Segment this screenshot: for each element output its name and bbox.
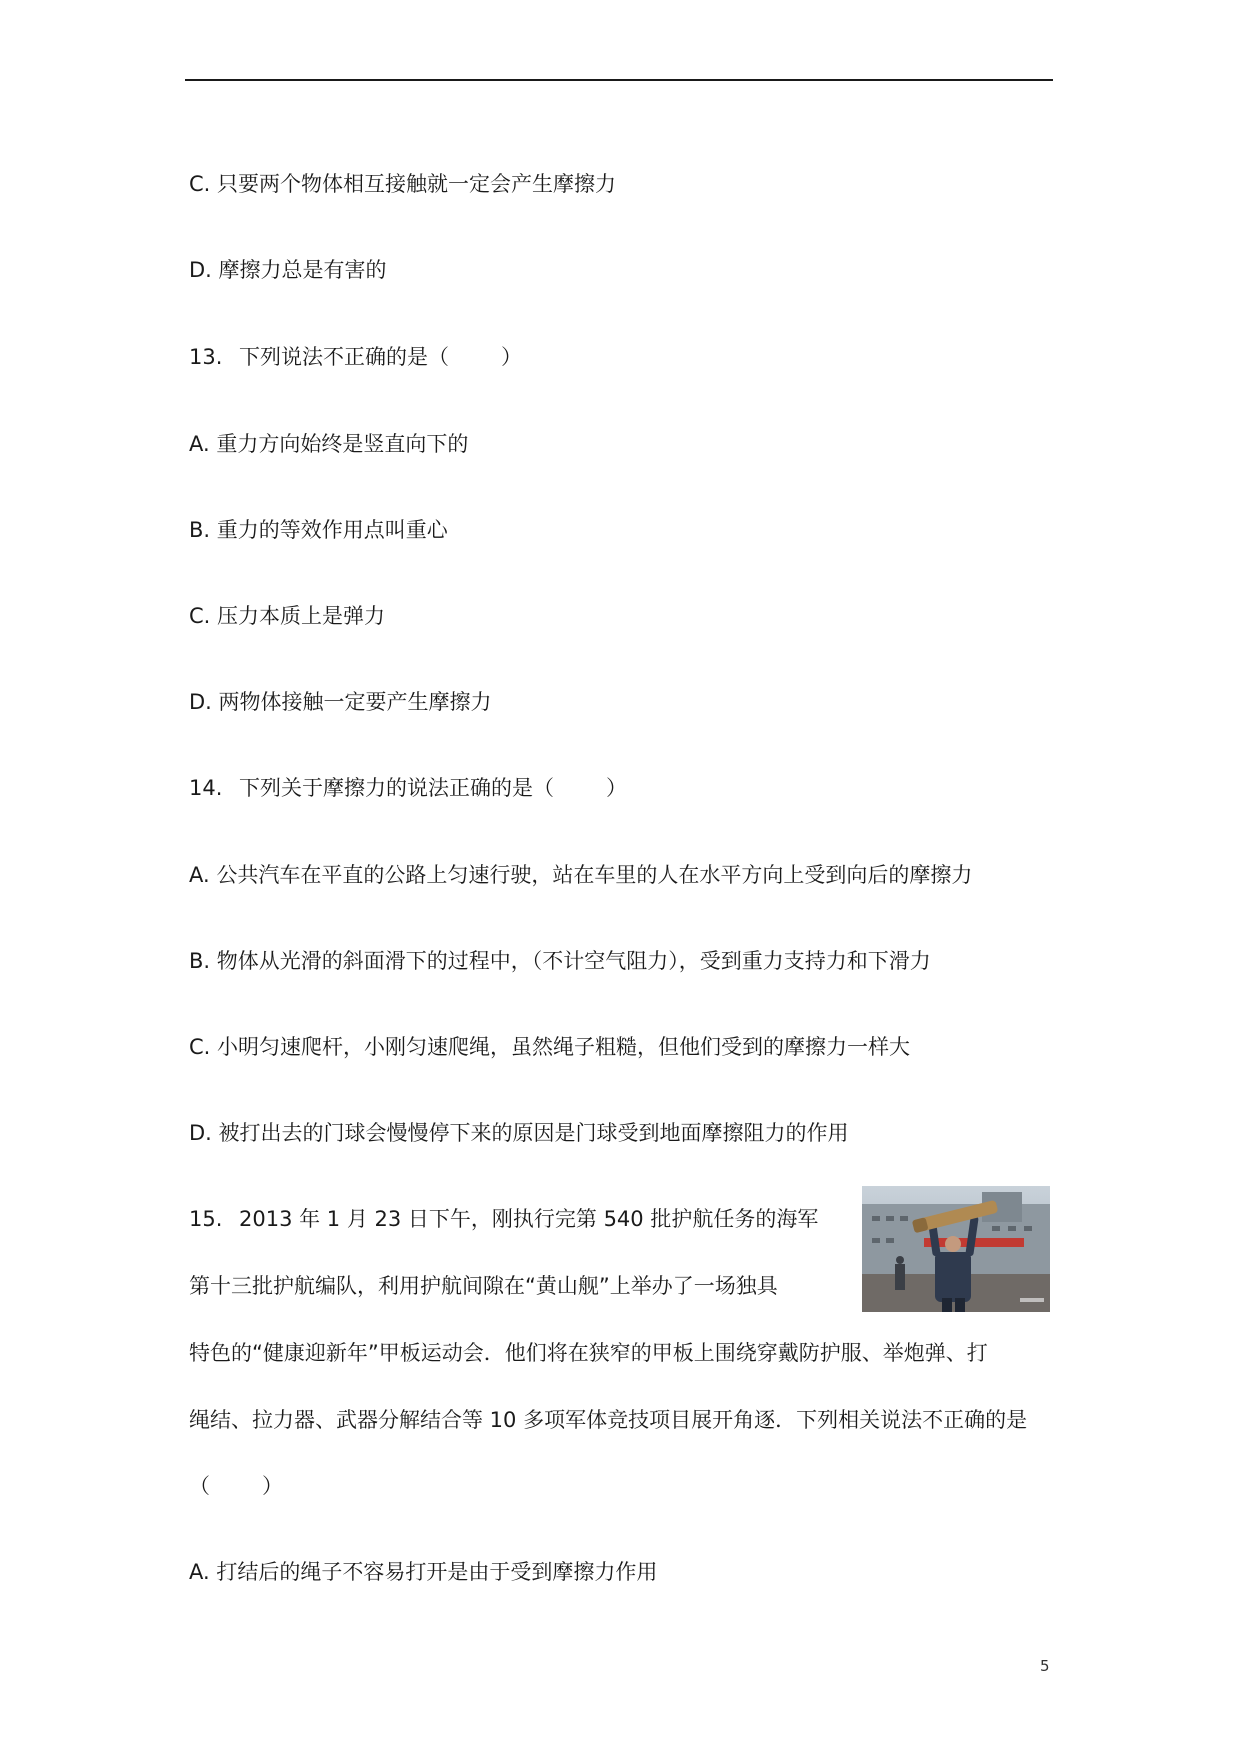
q15-stem-line-1 — [189, 1205, 818, 1233]
q15-stem-line-2: 第十三批护航编队，利用护航间隙在“黄山舰”上举办了一场独具 — [189, 1274, 778, 1298]
q13-option-c: C. 压力本质上是弹力 — [189, 604, 386, 628]
q15-stem-line-1-text: 2013 年 1 月 23 日下午，刚执行完第 540 批护航任务的海军 — [239, 1207, 819, 1231]
q15-stem-line-4: 绳结、拉力器、武器分解结合等 10 多项军体竞技项目展开角逐．下列相关说法不正确的是 — [189, 1408, 1028, 1432]
q14-number: 14. — [189, 776, 223, 800]
q14-stem — [189, 774, 627, 802]
q13-stem-close: ） — [501, 345, 522, 369]
q13-option-a: A. 重力方向始终是竖直向下的 — [189, 432, 469, 456]
q13-stem-text: 下列说法不正确的是（ — [239, 345, 449, 369]
q15-option-a: A. 打结后的绳子不容易打开是由于受到摩擦力作用 — [189, 1560, 658, 1584]
sailor-lifting-shell-photo — [862, 1186, 1050, 1312]
q15-number: 15. — [189, 1207, 223, 1231]
q14-option-c: C. 小明匀速爬杆，小刚匀速爬绳，虽然绳子粗糙，但他们受到的摩擦力一样大 — [189, 1035, 911, 1059]
q14-option-a: A. 公共汽车在平直的公路上匀速行驶，站在车里的人在水平方向上受到向后的摩擦力 — [189, 863, 973, 887]
photo-watermark-mark — [1020, 1298, 1044, 1302]
q12-option-d: D. 摩擦力总是有害的 — [189, 258, 387, 282]
page-number: 5 — [1040, 1657, 1050, 1675]
q13-number: 13. — [189, 345, 223, 369]
q14-option-b: B. 物体从光滑的斜面滑下的过程中，（不计空气阻力），受到重力支持力和下滑力 — [189, 949, 931, 973]
q13-option-b: B. 重力的等效作用点叫重心 — [189, 518, 448, 542]
q12-option-c: C. 只要两个物体相互接触就一定会产生摩擦力 — [189, 172, 617, 196]
header-rule — [185, 79, 1053, 81]
q14-option-d: D. 被打出去的门球会慢慢停下来的原因是门球受到地面摩擦阻力的作用 — [189, 1121, 849, 1145]
q13-stem — [189, 343, 522, 371]
q15-stem-paren — [189, 1472, 283, 1500]
q15-paren-close: ） — [262, 1474, 283, 1498]
photo-background-person — [895, 1256, 905, 1290]
q15-paren-open: （ — [189, 1474, 210, 1498]
q13-option-d: D. 两物体接触一定要产生摩擦力 — [189, 690, 492, 714]
q14-stem-close: ） — [606, 776, 627, 800]
q14-stem-text: 下列关于摩擦力的说法正确的是（ — [239, 776, 554, 800]
q15-stem-line-3: 特色的“健康迎新年”甲板运动会．他们将在狭窄的甲板上围绕穿戴防护服、举炮弹、打 — [189, 1341, 988, 1365]
